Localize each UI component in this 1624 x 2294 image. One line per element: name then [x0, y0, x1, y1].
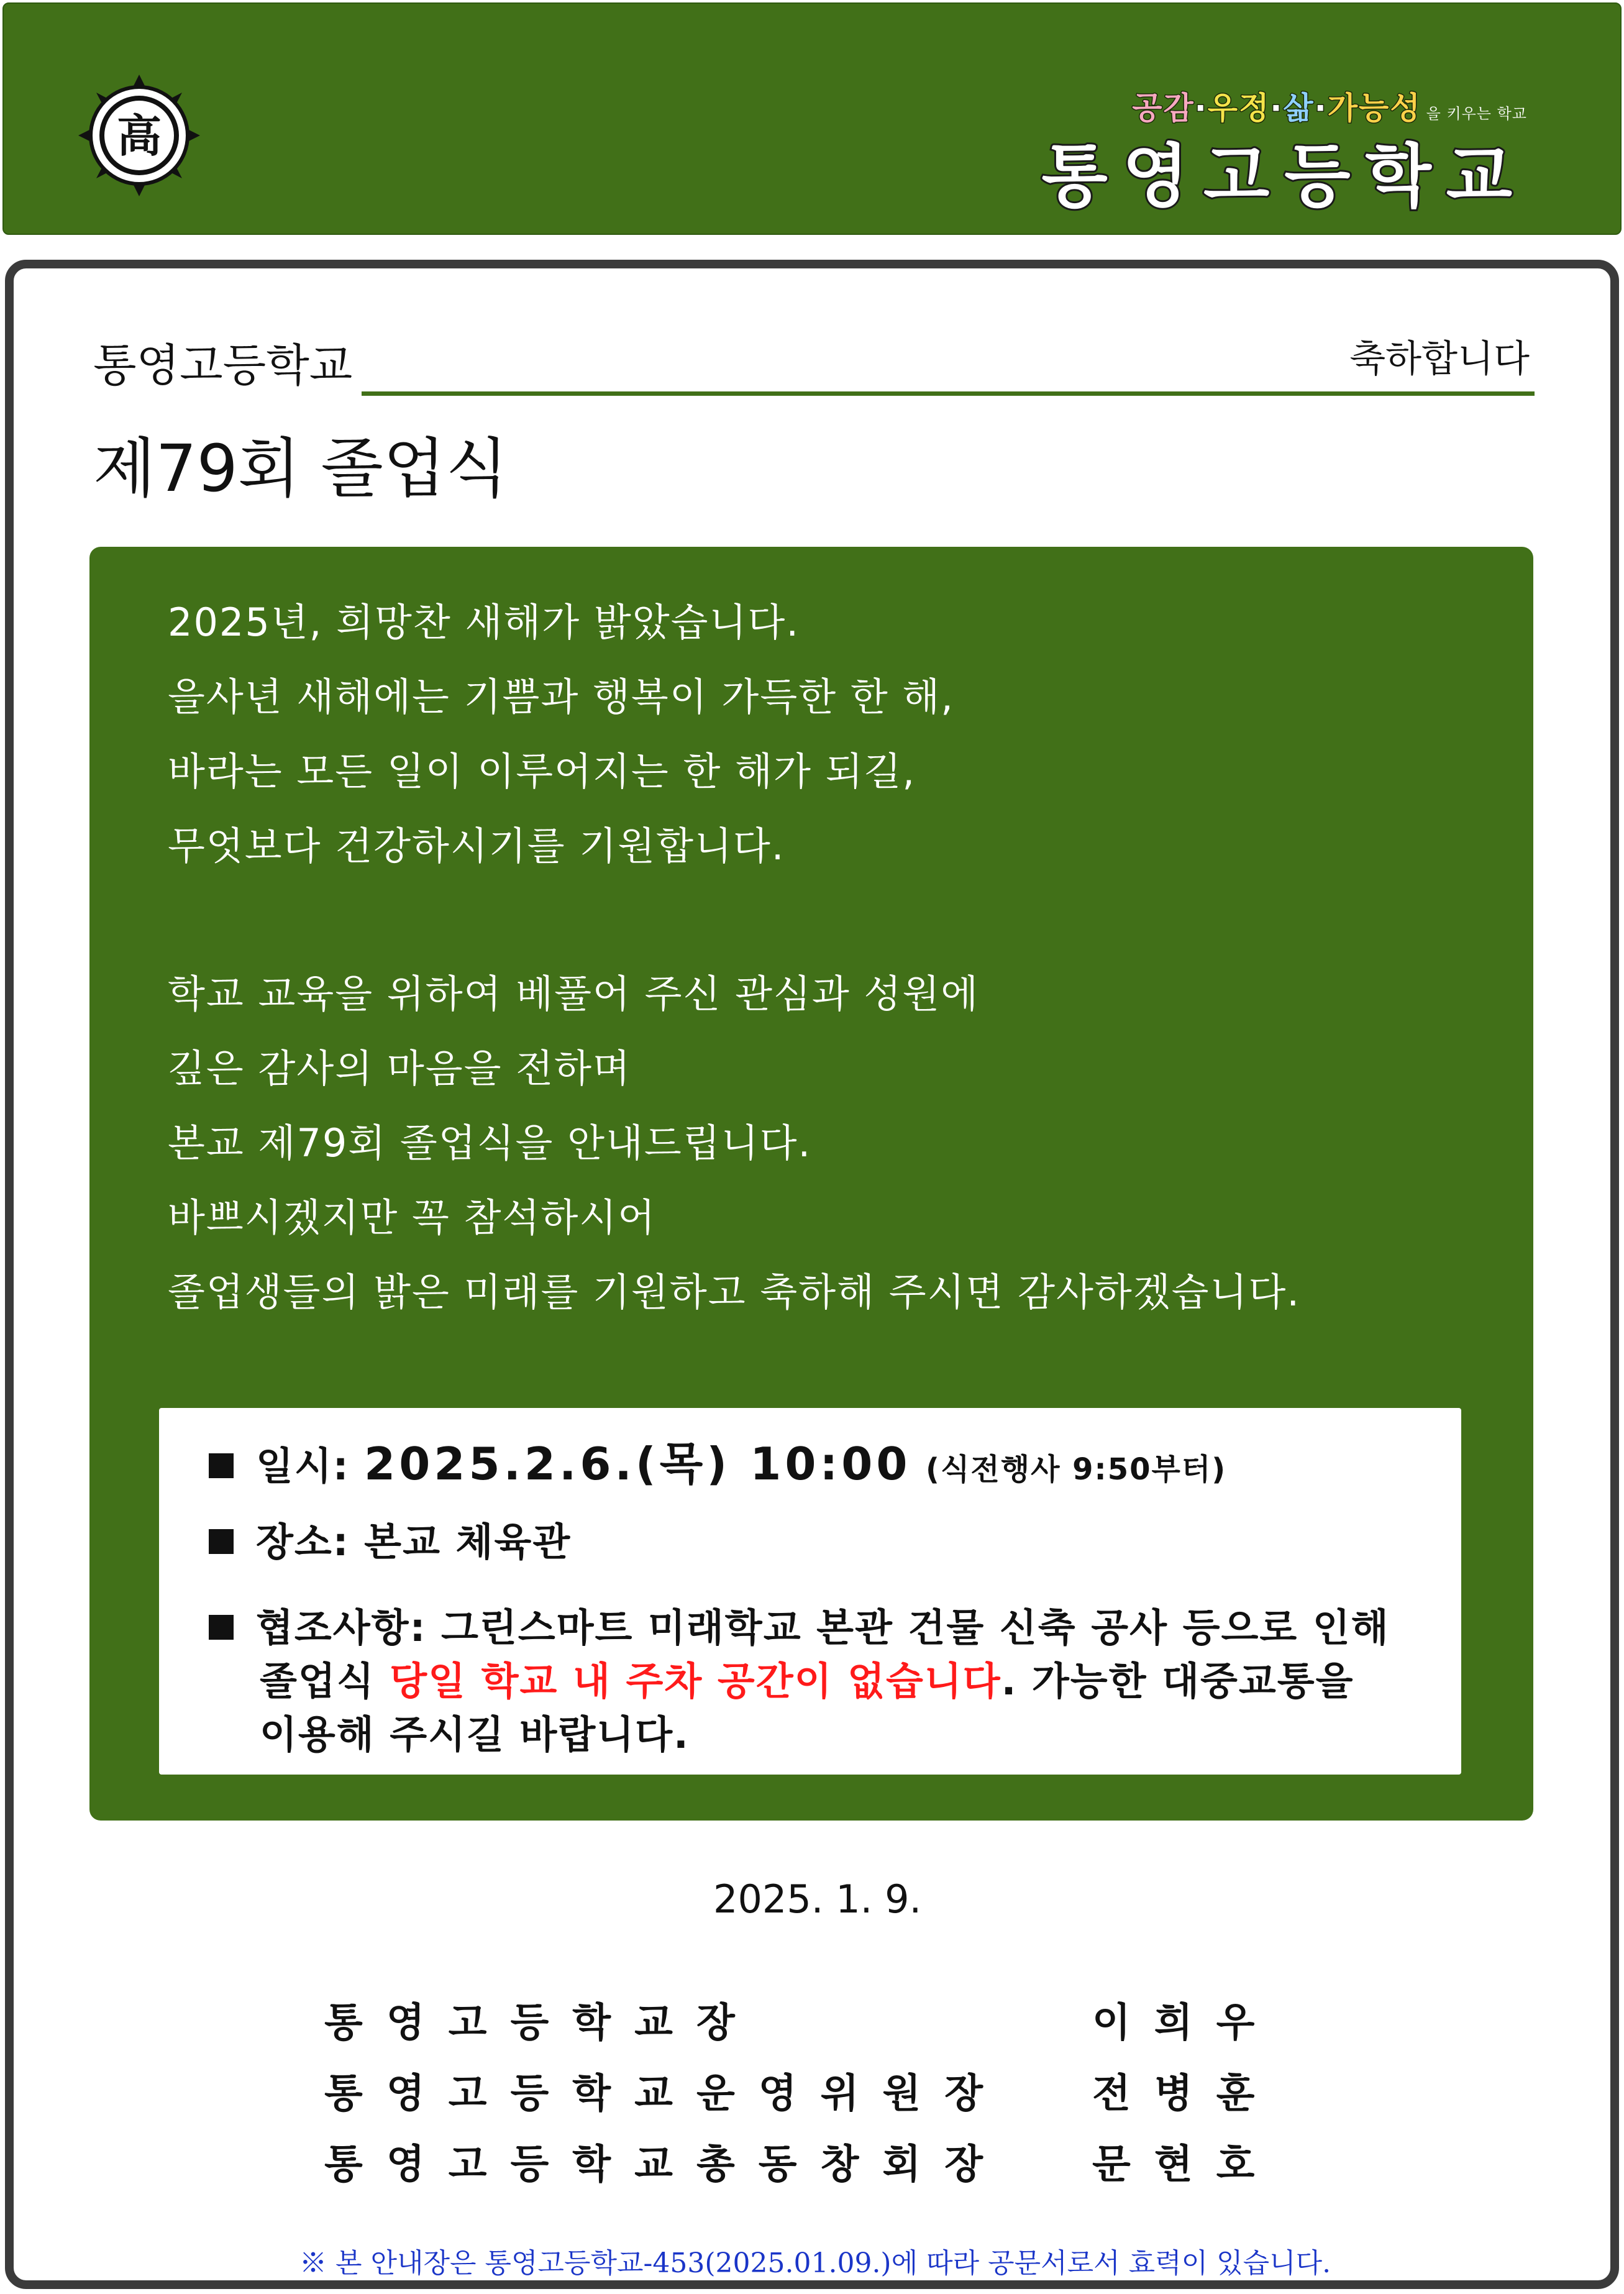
bullet-square-icon [209, 1453, 234, 1478]
message-line: 본교 제79회 졸업식을 안내드립니다. [168, 1120, 812, 1166]
cooperation-line [209, 1597, 1390, 1652]
date-label: 일시: [256, 1443, 350, 1489]
message-line: 학교 교육을 위하여 베풀어 주신 관심과 성원에 [168, 971, 980, 1017]
signatory-name: 이희우 [1092, 2000, 1279, 2046]
slogan-part: 우정 [1207, 90, 1270, 126]
cooperation-label: 협조사항: [256, 1605, 427, 1650]
slogan-part: · [1270, 90, 1284, 126]
cooperation-text-2-prefix: 졸업식 [260, 1658, 375, 1704]
message-line: 바라는 모든 일이 이루어지는 한 해가 되길, [168, 749, 916, 794]
signatory-name: 전병훈 [1092, 2071, 1279, 2117]
slogan-part: · [1314, 90, 1328, 126]
bullet-square-icon [209, 1529, 234, 1554]
notice-date: 2025. 1. 9. [713, 1876, 922, 1922]
emblem-character: 高 [116, 110, 162, 162]
cooperation-text-1: 그린스마트 미래학교 본관 건물 신축 공사 등으로 인해 [440, 1605, 1390, 1650]
message-line: 2025년, 희망찬 새해가 밝았습니다. [168, 600, 800, 645]
date-value: 2025.2.6.(목) 10:00 [364, 1438, 911, 1490]
school-emblem-icon [77, 73, 201, 198]
place-value: 본교 체육관 [364, 1519, 572, 1565]
signatory-title: 통영고등학교운영위원장 [324, 2071, 1007, 2117]
event-place-line [209, 1511, 571, 1566]
header-school-title: 통영고등학교 [1041, 137, 1527, 216]
slogan-part: 삶 [1283, 90, 1315, 126]
message-line: 을사년 새해에는 기쁨과 행복이 가득한 한 해, [168, 674, 955, 720]
slogan-part: 가능성 [1327, 90, 1421, 126]
slogan-part: 공감 [1132, 90, 1195, 126]
cooperation-line-2 [260, 1650, 1354, 1706]
congrats-label: 축하합니다 [1349, 337, 1530, 381]
slogan-suffix: 을 키우는 학교 [1426, 105, 1527, 122]
title-divider [362, 391, 1535, 396]
place-label: 장소: [256, 1519, 350, 1565]
signatory-title: 통영고등학교총동창회장 [324, 2142, 1007, 2188]
message-line: 바쁘시겠지만 꼭 참석하시어 [168, 1195, 657, 1240]
message-line: 무엇보다 건강하시기를 기원합니다. [168, 823, 785, 869]
official-document-footnote: ※ 본 안내장은 통영고등학교-453(2025.01.09.)에 따라 공문서로서 효력이 있습니다. [299, 2247, 1331, 2279]
message-line: 졸업생들의 밝은 미래를 기원하고 축하해 주시면 감사하겠습니다. [168, 1269, 1301, 1315]
parking-warning: 당일 학교 내 주차 공간이 없습니다 [390, 1658, 1001, 1704]
signatory-title: 통영고등학교장 [324, 2000, 759, 2046]
header-banner [2, 2, 1622, 235]
signatory-name: 문현호 [1092, 2142, 1279, 2188]
notice-school-name: 통영고등학교 [93, 339, 353, 391]
bullet-square-icon [209, 1615, 234, 1640]
message-line: 깊은 감사의 마음을 전하며 [168, 1046, 631, 1091]
cooperation-line-3: 이용해 주시길 바랍니다. [260, 1712, 690, 1757]
ceremony-title: 제79회 졸업식 [93, 431, 508, 506]
slogan-part: · [1194, 90, 1208, 126]
date-note: (식전행사 9:50부터) [926, 1452, 1227, 1487]
event-date-line [209, 1428, 1226, 1492]
cooperation-text-2-suffix: . 가능한 대중교통을 [1001, 1658, 1354, 1704]
